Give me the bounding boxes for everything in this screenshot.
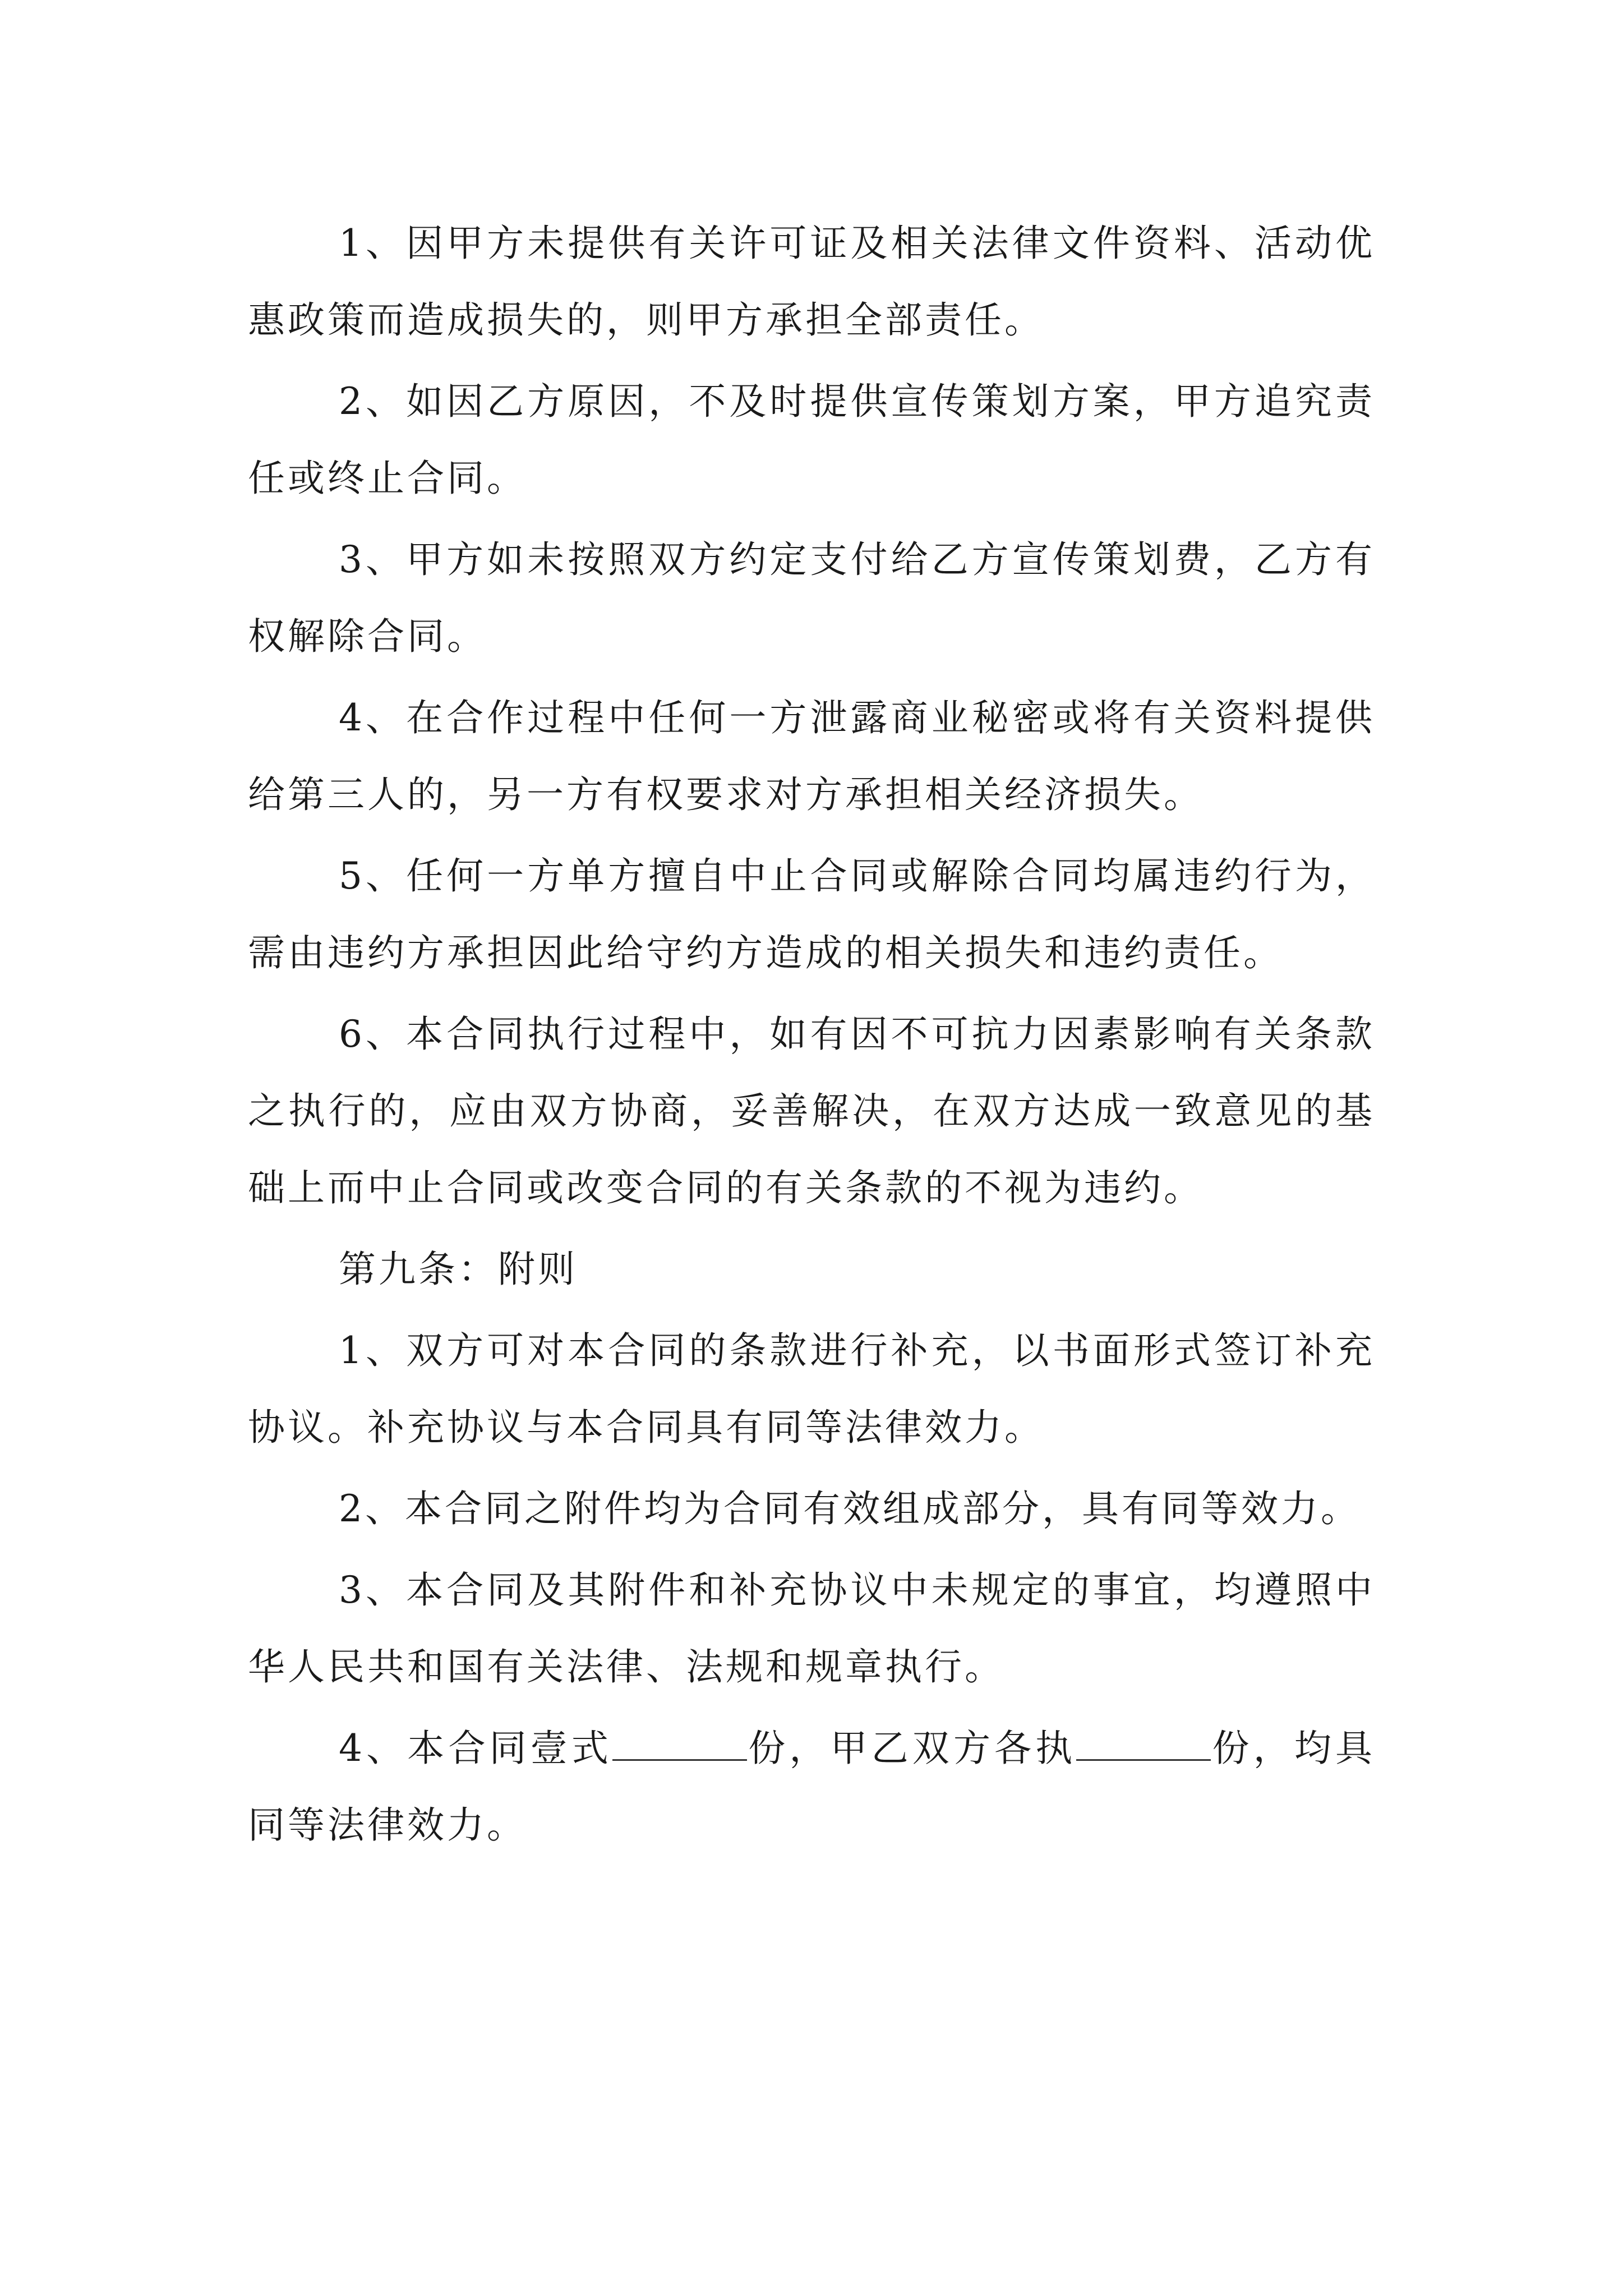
copies-total-blank xyxy=(612,1728,747,1761)
clause-paragraph-1: 1、因甲方未提供有关许可证及相关法律文件资料、活动优惠政策而造成损失的，则甲方承担全部责任。 xyxy=(248,222,1375,342)
copies-each-blank xyxy=(1076,1728,1211,1761)
annex-paragraph-1: 1、双方可对本合同的条款进行补充，以书面形式签订补充协议。补充协议与本合同具有同等法律效力。 xyxy=(248,1329,1375,1449)
copies-text-end: 份，均具同等法律效力。 xyxy=(248,1727,1376,1847)
clause-paragraph-3: 3、甲方如未按照双方约定支付给乙方宣传策划费，乙方有权解除合同。 xyxy=(248,538,1375,658)
copies-text-middle: 份，甲乙双方各执 xyxy=(747,1727,1077,1770)
clause-paragraph-5: 5、任何一方单方擅自中止合同或解除合同均属违约行为，需由违约方承担因此给守约方造成的相关损失和违约责任。 xyxy=(248,854,1375,974)
copies-text-start: 4、本合同壹式 xyxy=(339,1727,613,1770)
section-heading: 第九条：附则 xyxy=(339,1248,578,1291)
annex-paragraph-4 xyxy=(248,1710,1375,1864)
clause-paragraph-4: 4、在合作过程中任何一方泄露商业秘密或将有关资料提供给第三人的，另一方有权要求对方承担相关经济损失。 xyxy=(248,696,1375,816)
document-body xyxy=(248,205,1375,1868)
clause-paragraph-2: 2、如因乙方原因，不及时提供宣传策划方案，甲方追究责任或终止合同。 xyxy=(248,380,1375,500)
annex-paragraph-3: 3、本合同及其附件和补充协议中未规定的事宜，均遵照中华人民共和国有关法律、法规和规章执行。 xyxy=(248,1568,1375,1688)
clause-paragraph-6: 6、本合同执行过程中，如有因不可抗力因素影响有关条款之执行的，应由双方协商，妥善解决，在双方达成一致意见的基础上而中止合同或改变合同的有关条款的不视为违约。 xyxy=(248,1013,1375,1209)
annex-paragraph-2: 2、本合同之附件均为合同有效组成部分，具有同等效力。 xyxy=(339,1487,1361,1530)
